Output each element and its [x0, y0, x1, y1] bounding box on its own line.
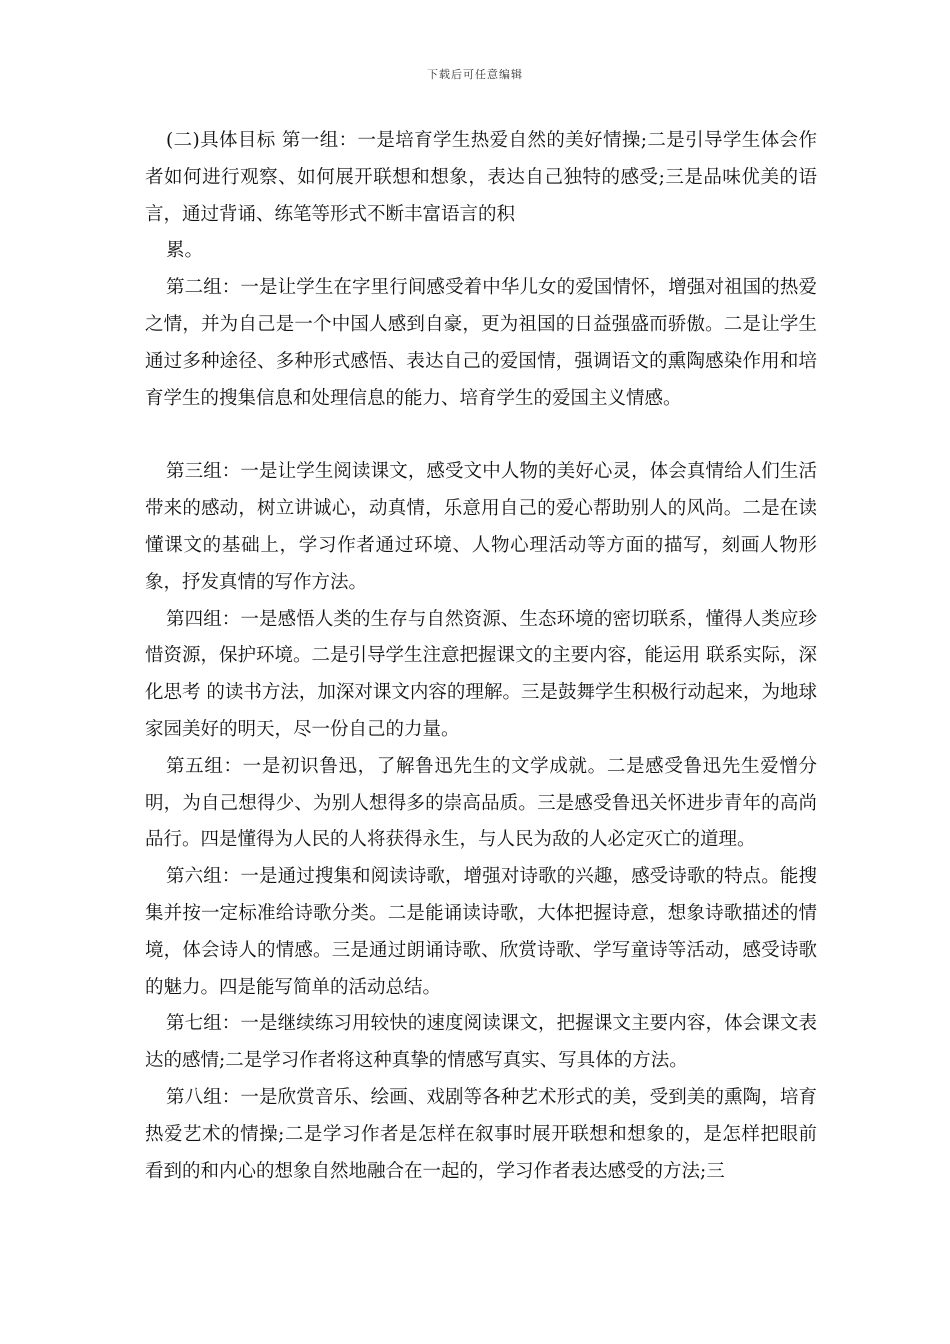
page-header-note: 下载后可任意编辑: [427, 68, 523, 81]
paragraph-goals-group-1: (二)具体目标 第一组：一是培育学生热爱自然的美好情操;二是引导学生体会作者如何进行观察、如何展开联想和想象，表达自己独特的感受;三是品味优美的语言，通过背诵、练笔等形式不断丰富语言的积: [145, 130, 817, 225]
paragraph-group-4: 第四组：一是感悟人类的生存与自然资源、生态环境的密切联系，懂得人类应珍惜资源，保护环境。二是引导学生注意把握课文的主要内容，能运用 联系实际，深化思考 的读书方法，加深对课文内容的理解。三是鼓舞学生积极行动起来，为地球家园美好的明天，尽一份自己的力量。: [145, 608, 817, 740]
paragraph-goals-group-1-end: 累。: [166, 240, 204, 262]
document-body: [145, 123, 817, 1190]
paragraph-group-2: 第二组：一是让学生在字里行间感受着中华儿女的爱国情怀，增强对祖国的热爱之情，并为自己是一个中国人感到自豪，更为祖国的日益强盛而骄傲。二是让学生通过多种途径、多种形式感悟、表达自己的爱国情，强调语文的熏陶感染作用和培育学生的搜集信息和处理信息的能力、培育学生的爱国主义情感。: [145, 277, 817, 409]
paragraph-group-7: 第七组：一是继续练习用较快的速度阅读课文，把握课文主要内容，体会课文表达的感情;二是学习作者将这种真挚的情感写真实、写具体的方法。: [145, 1013, 817, 1072]
paragraph-group-6: 第六组：一是通过搜集和阅读诗歌，增强对诗歌的兴趣，感受诗歌的特点。能搜集并按一定标准给诗歌分类。二是能诵读诗歌，大体把握诗意，想象诗歌描述的情境，体会诗人的情感。三是通过朗诵诗歌、欣赏诗歌、学写童诗等活动，感受诗歌的魅力。四是能写简单的活动总结。: [145, 866, 817, 998]
paragraph-group-8: 第八组：一是欣赏音乐、绘画、戏剧等各种艺术形式的美，受到美的熏陶，培育热爱艺术的情操;二是学习作者是怎样在叙事时展开联想和想象的，是怎样把眼前看到的和内心的想象自然地融合在一起的，学习作者表达感受的方法;三: [145, 1086, 817, 1182]
paragraph-group-5: 第五组：一是初识鲁迅，了解鲁迅先生的文学成就。二是感受鲁迅先生爱憎分明，为自己想得少、为别人想得多的崇高品质。三是感受鲁迅关怀进步青年的高尚品行。四是懂得为人民的人将获得永生，与人民为敌的人必定灭亡的道理。: [145, 755, 817, 851]
paragraph-group-3: 第三组：一是让学生阅读课文，感受文中人物的美好心灵，体会真情给人们生活带来的感动，树立讲诚心，动真情，乐意用自己的爱心帮助别人的风尚。二是在读懂课文的基础上，学习作者通过环境、人物心理活动等方面的描写，刻画人物形象，抒发真情的写作方法。: [145, 461, 817, 593]
